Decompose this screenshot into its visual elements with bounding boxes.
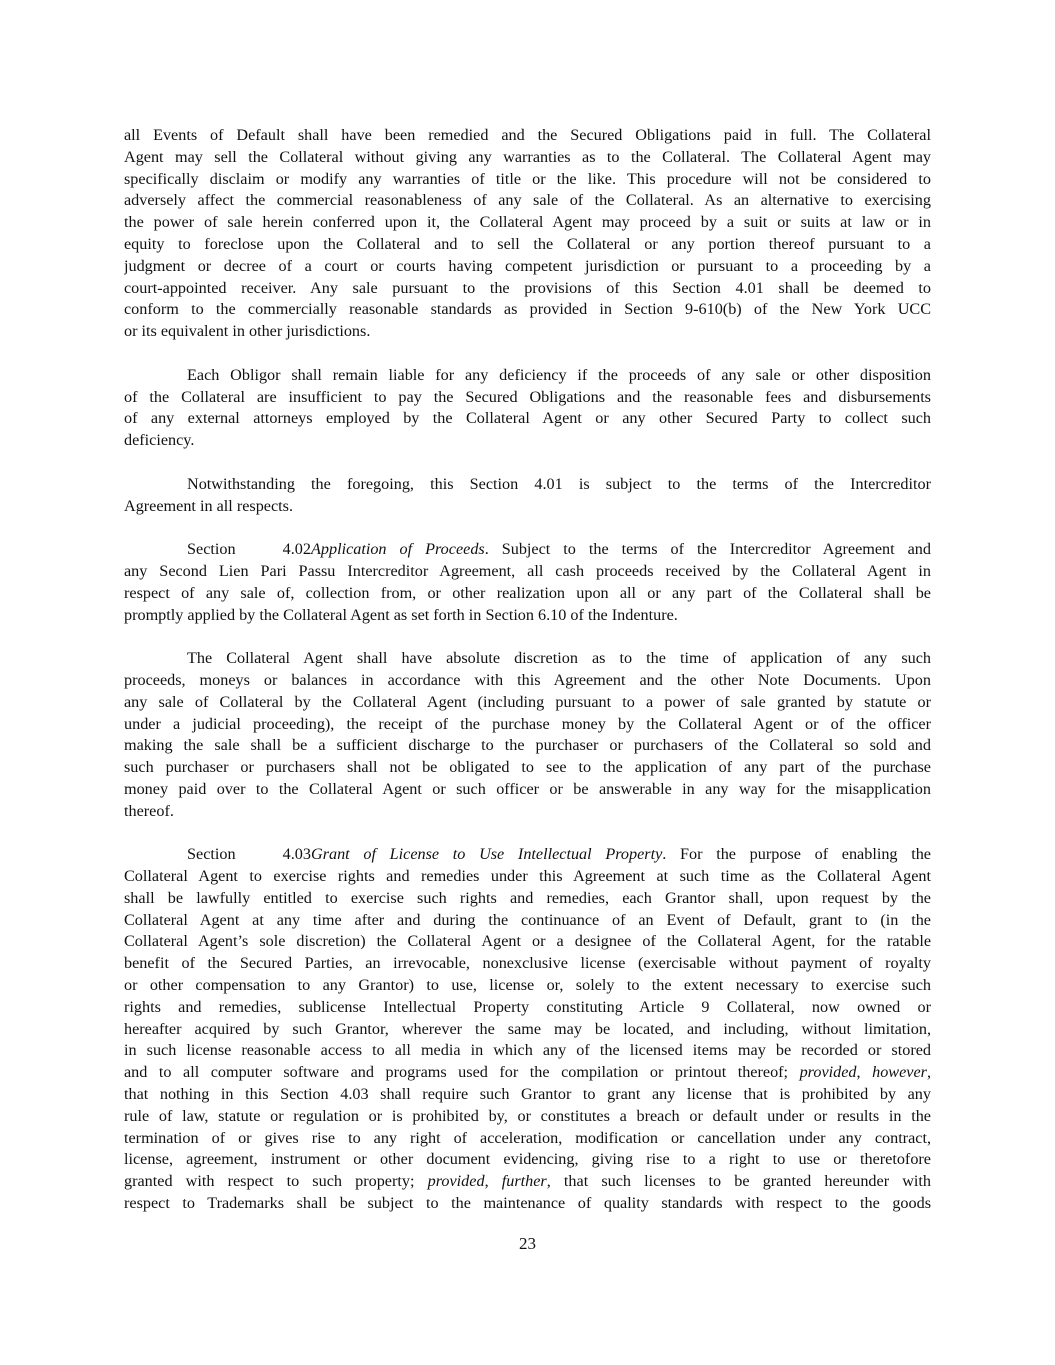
text-line: court-appointed receiver. Any sale pursuant to the provisions of this Section 4.01 shall be deemed to — [124, 278, 931, 297]
text-line: such purchaser or purchasers shall not be obligated to see to the application of any part of the purchase — [124, 758, 931, 777]
text-line: Collateral Agent’s sole discretion) the Collateral Agent or a designee of the Collateral Agent, for the ratable — [124, 932, 931, 951]
paragraph — [124, 844, 931, 1215]
text-segment: , — [856, 1063, 873, 1082]
paragraph — [124, 365, 931, 452]
text-line: or other compensation to any Grantor) to use, license or, solely to the extent necessary to exercise such — [124, 976, 931, 995]
text-line: Collateral Agent at any time after and during the continuance of an Event of Default, grant to (in the — [124, 910, 931, 929]
section-number: Section 4.02 — [187, 540, 311, 559]
page-number: 23 — [519, 1234, 536, 1253]
text-line — [124, 844, 931, 866]
text-line: or its equivalent in other jurisdictions. — [124, 322, 371, 341]
text-line: rule of law, statute or regulation or is prohibited by, or constitutes a breach or default under or results in the — [124, 1106, 931, 1125]
text-line: money paid over to the Collateral Agent or such officer or be answerable in any way for the misapplication — [124, 779, 931, 798]
text-line: judgment or decree of a court or courts having competent jurisdiction or pursuant to a proceeding by a — [124, 256, 931, 275]
text-line: hereafter acquired by such Grantor, wherever the same may be located, and including, without limitation, — [124, 1019, 931, 1038]
text-line: rights and remedies, sublicense Intellectual Property constituting Article 9 Collateral, now owned or — [124, 997, 931, 1016]
section-number: Section 4.03 — [187, 845, 311, 864]
text-line: benefit of the Secured Parties, an irrevocable, nonexclusive license (exercisable without payment of royalty — [124, 954, 931, 973]
text-line: specifically disclaim or modify any warranties of title or the like. This procedure will not be considered to — [124, 169, 931, 188]
text-line: Agreement in all respects. — [124, 496, 294, 515]
text-line: any Second Lien Pari Passu Intercreditor Agreement, all cash proceeds received by the Collateral Agent in — [124, 561, 931, 580]
paragraph — [124, 125, 931, 343]
text-line: thereof. — [124, 801, 174, 820]
paragraph — [124, 539, 931, 626]
italic-text: Grant of License to Use Intellectual Property — [311, 845, 663, 864]
text-line: equity to foreclose upon the Collateral and to sell the Collateral or any portion thereof pursuant to a — [124, 234, 931, 253]
text-line: respect of any sale of, collection from, or other realization upon all or any part of the Collateral shall be — [124, 583, 931, 602]
text-line: conform to the commercially reasonable standards as provided in Section 9-610(b) of the New York UCC — [124, 300, 931, 319]
paragraph — [124, 648, 931, 822]
text-segment: , — [484, 1172, 502, 1191]
text-line — [124, 539, 931, 561]
text-segment: . For the purpose of enabling the — [662, 845, 931, 864]
text-line: adversely affect the commercial reasonableness of any sale of the Collateral. As an alternative to exercising — [124, 191, 931, 210]
text-line: all Events of Default shall have been remedied and the Secured Obligations paid in full. The Collateral — [124, 126, 931, 144]
italic-text: provided — [427, 1172, 485, 1191]
italic-text: however — [872, 1063, 927, 1082]
text-line: proceeds, moneys or balances in accordance with this Agreement and the other Note Documents. Upon — [124, 670, 931, 689]
text-line — [124, 1171, 931, 1193]
text-line — [124, 1062, 931, 1084]
paragraph — [124, 474, 931, 518]
text-line: making the sale shall be a sufficient discharge to the purchaser or purchasers of the Collateral so sold and — [124, 736, 931, 755]
text-line: that nothing in this Section 4.03 shall require such Grantor to grant any license that is prohibited by any — [124, 1085, 931, 1104]
text-segment: . Subject to the terms of the Intercreditor Agreement and — [484, 540, 931, 559]
text-segment: , that such licenses to be granted hereunder with — [546, 1172, 931, 1191]
text-segment: granted with respect to such property; — [124, 1172, 428, 1191]
text-line: termination of or gives rise to any right of acceleration, modification or cancellation under any contract, — [124, 1128, 931, 1147]
text-line: license, agreement, instrument or other document evidencing, giving rise to a right to use or theretofore — [124, 1150, 931, 1169]
text-line: shall be lawfully entitled to exercise such rights and remedies, each Grantor shall, upon request by the — [124, 888, 931, 907]
text-line: respect to Trademarks shall be subject to the maintenance of quality standards with respect to the goods — [124, 1194, 931, 1213]
text-line: promptly applied by the Collateral Agent as set forth in Section 6.10 of the Indenture. — [124, 605, 678, 624]
text-segment: and to all computer software and programs used for the compilation or printout thereof; — [124, 1063, 800, 1082]
text-line: Agent may sell the Collateral without giving any warranties as to the Collateral. The Collateral Agent may — [124, 147, 931, 166]
text-line: any sale of Collateral by the Collateral Agent (including pursuant to a power of sale granted by statute or — [124, 692, 931, 711]
text-line: Notwithstanding the foregoing, this Section 4.01 is subject to the terms of the Intercreditor — [187, 474, 931, 493]
text-line: under a judicial proceeding), the receipt of the purchase money by the Collateral Agent or of the officer — [124, 714, 931, 733]
text-line: of any external attorneys employed by the Collateral Agent or any other Secured Party to collect such — [124, 409, 931, 428]
text-line: in such license reasonable access to all media in which any of the licensed items may be recorded or stored — [124, 1041, 931, 1060]
text-line: Each Obligor shall remain liable for any deficiency if the proceeds of any sale or other disposition — [187, 365, 931, 384]
text-segment: , — [926, 1063, 931, 1082]
text-line: Collateral Agent to exercise rights and remedies under this Agreement at such time as the Collateral Agent — [124, 867, 931, 886]
text-line: the power of sale herein conferred upon it, the Collateral Agent may proceed by a suit or suits at law or in — [124, 213, 931, 232]
text-line: The Collateral Agent shall have absolute discretion as to the time of application of any such — [187, 649, 931, 668]
italic-text: provided — [799, 1063, 857, 1082]
document-body — [124, 125, 931, 1237]
text-line: deficiency. — [124, 431, 195, 450]
text-line: of the Collateral are insufficient to pay the Secured Obligations and the reasonable fees and disbursements — [124, 387, 931, 406]
italic-text: further — [501, 1172, 547, 1191]
italic-text: Application of Proceeds — [311, 540, 485, 559]
